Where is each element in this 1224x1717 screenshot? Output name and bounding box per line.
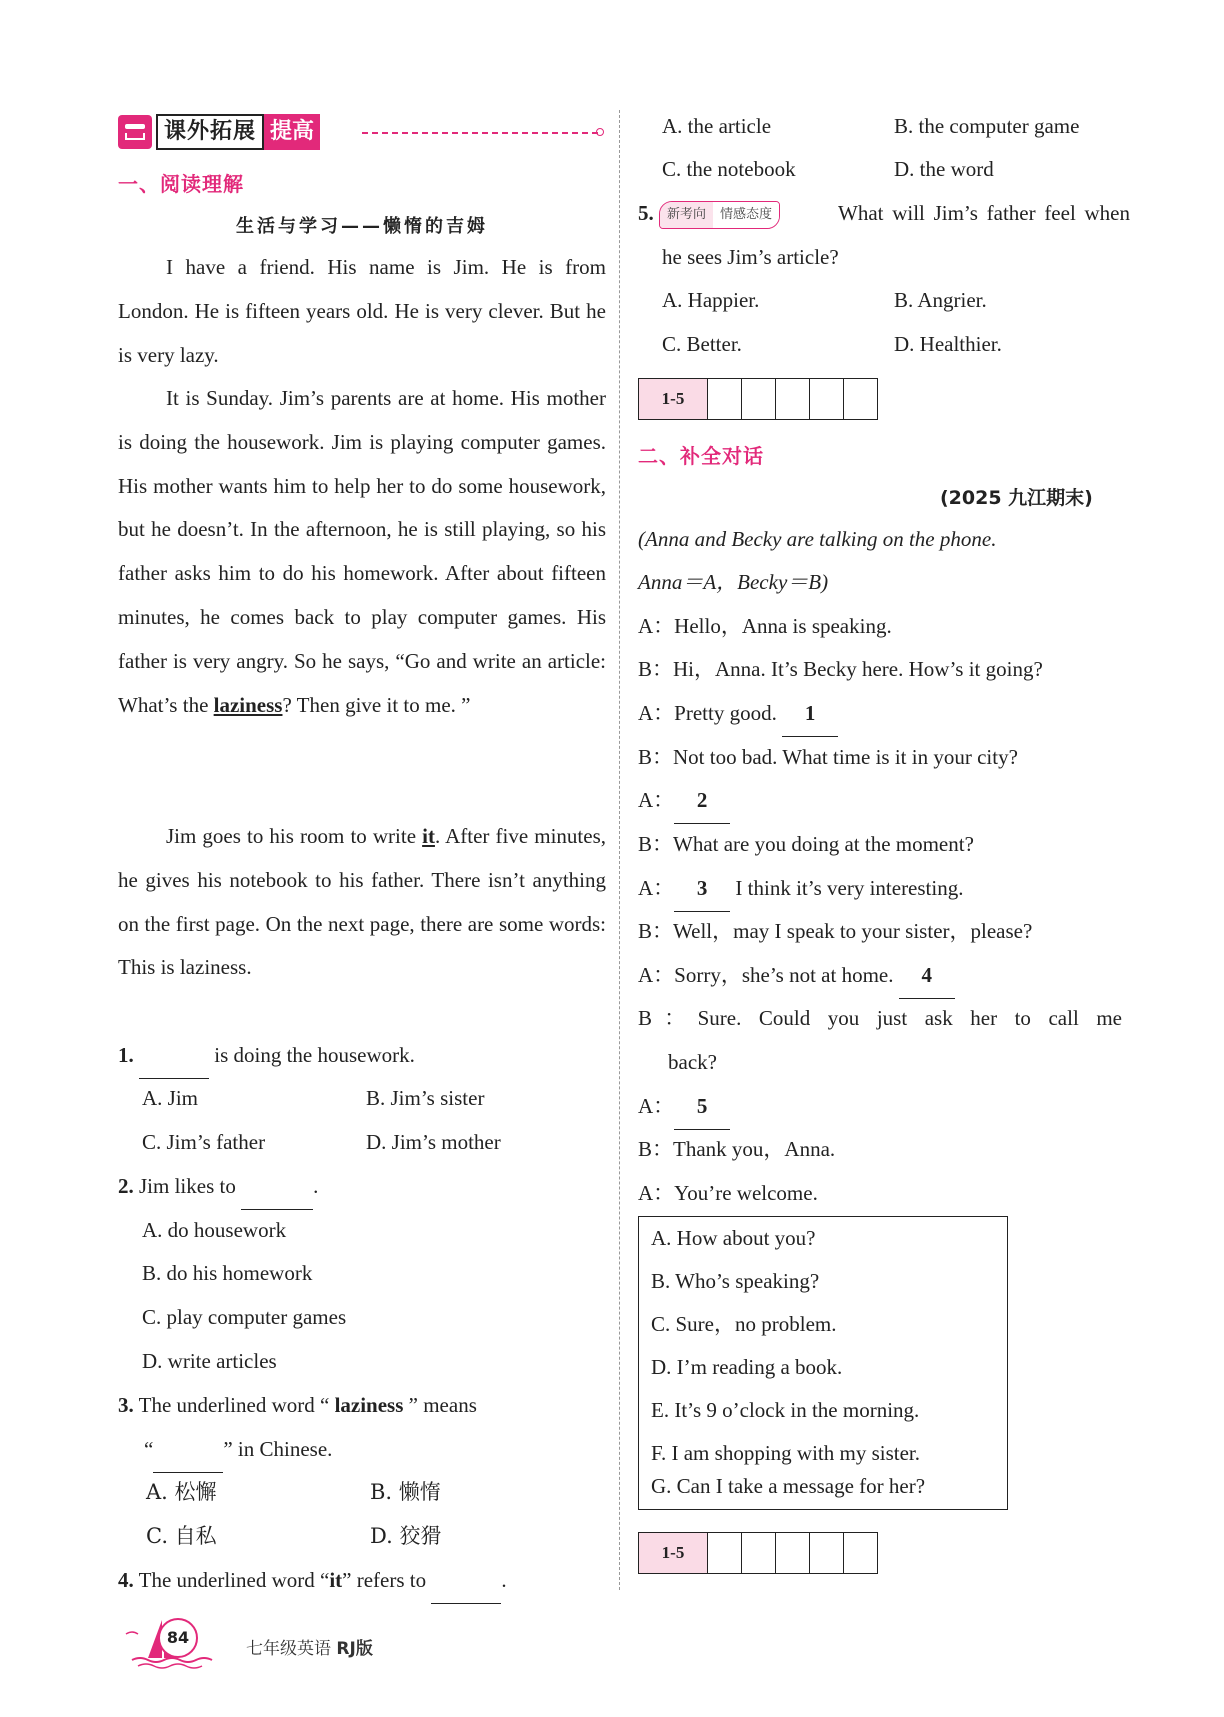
q2-option-b[interactable]: B. do his homework	[142, 1261, 313, 1285]
answer-cell[interactable]	[708, 379, 742, 419]
question-5: 5. 新考向 情感态度	[638, 192, 786, 236]
q1-option-a[interactable]: A. Jim	[142, 1086, 199, 1110]
q3-option-c[interactable]: C. 自私	[146, 1524, 217, 1548]
q5-option-b[interactable]: B. Angrier.	[894, 288, 987, 312]
question-3-line2: “ ” in Chinese.	[144, 1428, 332, 1473]
question-5-text: What will Jim’s father feel when he sees Jim’s article?	[662, 201, 1130, 269]
dialogue-line-8: B：Well，may I speak to your sister，please?	[638, 919, 1033, 943]
answer-grid-dialogue	[638, 1532, 878, 1574]
dialogue-option-c[interactable]: C. Sure，no problem.	[651, 1312, 837, 1336]
q1-option-c[interactable]: C. Jim’s father	[142, 1130, 266, 1154]
dialogue-option-g[interactable]: G. Can I take a message for her?	[651, 1474, 926, 1498]
dialogue-line-10: B：Sure. Could you just ask her to call me	[638, 1006, 1122, 1030]
question-3: 3. The underlined word “ laziness ” means	[118, 1393, 477, 1417]
dialogue-line-12: B：Thank you，Anna.	[638, 1137, 836, 1161]
answer-cell[interactable]	[776, 1533, 810, 1573]
section-title-reading: 一、阅读理解	[118, 172, 244, 196]
dialogue-line-3: A：Pretty good. 1	[638, 692, 838, 737]
page-number: 84	[158, 1618, 198, 1658]
answer-grid-label: 1-5	[639, 1533, 708, 1573]
dialogue-line-10b: back?	[668, 1050, 717, 1074]
q5-option-c[interactable]: C. Better.	[662, 332, 742, 356]
blank-q4[interactable]	[431, 1559, 501, 1604]
passage-paragraph-3: Jim goes to his room to write it. After five minutes, he gives his notebook to his father. There isn’t anything on the first page. On the next page, there are some words: This is laziness.	[118, 824, 606, 980]
dialogue-option-e[interactable]: E. It’s 9 o’clock in the morning.	[651, 1398, 920, 1422]
answer-cell[interactable]	[810, 379, 844, 419]
column-divider	[619, 110, 620, 1590]
passage-paragraph-1: I have a friend. His name is Jim. He is from London. He is fifteen years old. He is very clever. But he is very lazy.	[118, 255, 606, 367]
dialogue-options-box	[638, 1216, 1008, 1510]
blank-dialogue-5[interactable]: 5	[674, 1085, 730, 1130]
books-icon	[118, 115, 152, 149]
dialogue-option-a[interactable]: A. How about you?	[651, 1226, 816, 1250]
banner-end-dot	[596, 128, 604, 136]
answer-cell[interactable]	[708, 1533, 742, 1573]
question-1: 1. is doing the housework.	[118, 1034, 415, 1079]
dialogue-line-9: A：Sorry，she’s not at home. 4	[638, 954, 955, 999]
blank-dialogue-3[interactable]: 3	[674, 867, 730, 912]
blank-dialogue-1[interactable]: 1	[782, 692, 838, 737]
blank-q1[interactable]	[139, 1034, 209, 1079]
q3-option-d[interactable]: D. 狡猾	[370, 1524, 442, 1548]
banner-title: 课外拓展	[156, 114, 264, 150]
blank-q3[interactable]	[153, 1428, 223, 1473]
question-4: 4. The underlined word “it” refers to .	[118, 1559, 507, 1604]
dialogue-option-f[interactable]: F. I am shopping with my sister.	[651, 1441, 920, 1465]
dialogue-option-b[interactable]: B. Who’s speaking?	[651, 1269, 820, 1293]
answer-cell[interactable]	[844, 1533, 877, 1573]
blank-dialogue-2[interactable]: 2	[674, 779, 730, 824]
q1-option-b[interactable]: B. Jim’s sister	[366, 1086, 485, 1110]
dialogue-line-1: A：Hello，Anna is speaking.	[638, 614, 892, 638]
section-banner	[118, 114, 320, 150]
q4-option-c[interactable]: C. the notebook	[662, 157, 796, 181]
answer-cell[interactable]	[844, 379, 877, 419]
q5-option-d[interactable]: D. Healthier.	[894, 332, 1002, 356]
banner-level: 提高	[264, 114, 320, 150]
footer-book-title: 七年级英语 RJ版	[246, 1639, 373, 1659]
section-title-dialogue: 二、补全对话	[638, 444, 764, 468]
dialogue-line-5: A： 2	[638, 779, 730, 824]
new-trend-tag: 新考向 情感态度	[659, 201, 780, 229]
answer-cell[interactable]	[810, 1533, 844, 1573]
passage-paragraph-2: It is Sunday. Jim’s parents are at home. His mother is doing the housework. Jim is playing computer games. His mother wants him to help her to do some housework, but he doesn’t. In the afternoon, he is still playing, so his father asks him to do his homework. After about fifteen minutes, he comes back to play computer games. His father is very angry. So he says, “Go and write an article: What’s the laziness? Then give it to me. ”	[118, 386, 606, 717]
q2-option-a[interactable]: A. do housework	[142, 1218, 287, 1242]
underlined-it: it	[422, 824, 435, 848]
blank-dialogue-4[interactable]: 4	[899, 954, 955, 999]
dialogue-line-6: B：What are you doing at the moment?	[638, 832, 974, 856]
q5-option-a[interactable]: A. Happier.	[662, 288, 760, 312]
answer-grid-reading	[638, 378, 878, 420]
dialogue-line-7: A： 3 I think it’s very interesting.	[638, 867, 963, 912]
passage-title: 生活与学习——懒惰的吉姆	[236, 216, 488, 237]
banner-dashed-line	[362, 132, 598, 134]
dialogue-intro-2: Anna＝A，Becky＝B)	[638, 570, 829, 594]
q2-option-d[interactable]: D. write articles	[142, 1349, 277, 1373]
answer-grid-label: 1-5	[639, 379, 708, 419]
source-note: (2025 九江期末)	[940, 487, 1093, 509]
answer-cell[interactable]	[742, 379, 776, 419]
dialogue-line-4: B：Not too bad. What time is it in your city?	[638, 745, 1018, 769]
dialogue-intro: (Anna and Becky are talking on the phone.	[638, 527, 997, 551]
dialogue-option-d[interactable]: D. I’m reading a book.	[651, 1355, 843, 1379]
q4-option-d[interactable]: D. the word	[894, 157, 994, 181]
underlined-laziness: laziness	[213, 692, 283, 717]
dialogue-line-11: A： 5	[638, 1085, 730, 1130]
q2-option-c[interactable]: C. play computer games	[142, 1305, 347, 1329]
blank-q2[interactable]	[241, 1165, 313, 1210]
q3-option-a[interactable]: A. 松懈	[146, 1480, 217, 1504]
q1-option-d[interactable]: D. Jim’s mother	[366, 1130, 501, 1154]
dialogue-line-13: A：You’re welcome.	[638, 1181, 818, 1205]
answer-cell[interactable]	[776, 379, 810, 419]
q4-option-a[interactable]: A. the article	[662, 114, 772, 138]
q4-option-b[interactable]: B. the computer game	[894, 114, 1080, 138]
dialogue-line-2: B：Hi，Anna. It’s Becky here. How’s it going?	[638, 657, 1043, 681]
q3-option-b[interactable]: B. 懒惰	[370, 1480, 441, 1504]
question-2: 2. Jim likes to .	[118, 1165, 318, 1210]
answer-cell[interactable]	[742, 1533, 776, 1573]
